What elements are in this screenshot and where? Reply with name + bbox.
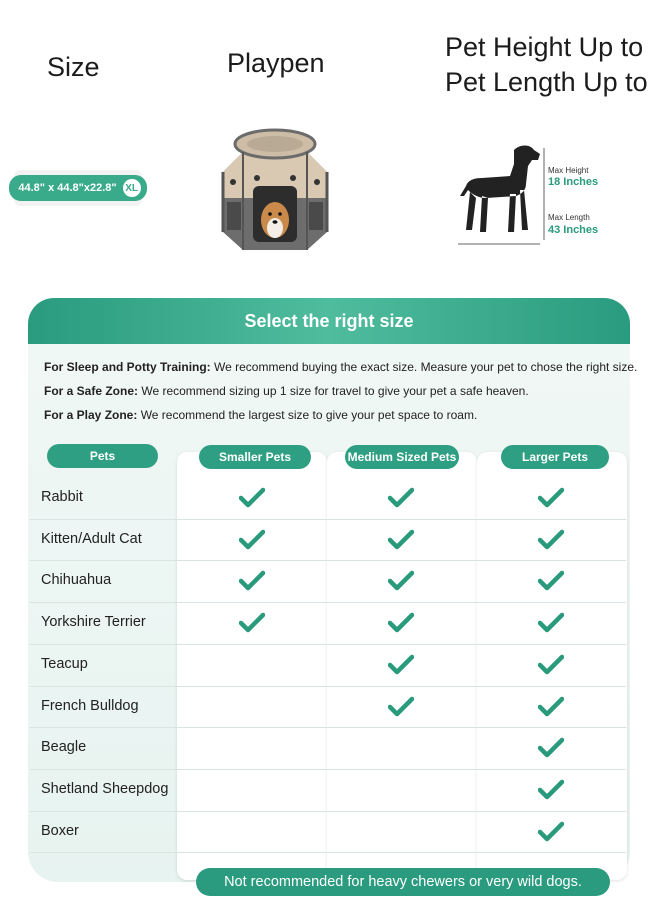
check-icon — [239, 570, 265, 592]
pet-length-heading: Pet Length Up to — [445, 67, 648, 98]
size-badge — [14, 170, 142, 206]
row-divider — [30, 644, 626, 645]
check-icon — [538, 779, 564, 801]
pet-name: Teacup — [41, 655, 88, 672]
row-divider — [30, 769, 626, 770]
pet-dimension-heading — [445, 30, 648, 100]
row-divider — [30, 727, 626, 728]
max-length-value: 43 Inches — [548, 224, 599, 236]
size-heading: Size — [47, 52, 100, 82]
check-icon — [388, 487, 414, 509]
playpen-heading: Playpen — [227, 48, 325, 78]
check-icon — [538, 570, 564, 592]
size-code: XL — [123, 179, 141, 197]
pet-name: Rabbit — [41, 489, 83, 505]
pet-name: Beagle — [41, 739, 87, 756]
max-height-value: 18 Inches — [548, 176, 599, 188]
max-length-label: Max Length — [548, 213, 590, 222]
pet-height-heading: Pet Height Up to — [445, 32, 644, 62]
size-pill — [9, 175, 146, 201]
check-icon — [538, 487, 564, 509]
panel-title: Select the right size — [28, 298, 630, 344]
row-divider — [30, 560, 626, 561]
dog-silhouette-icon — [452, 140, 548, 252]
check-icon — [538, 529, 564, 551]
row-divider — [30, 811, 626, 812]
row-divider — [30, 519, 626, 520]
check-icon — [538, 737, 564, 759]
check-icon — [388, 654, 414, 676]
check-icon — [239, 612, 265, 634]
check-icon — [538, 612, 564, 634]
max-height-label: Max Height — [548, 166, 589, 175]
size-dimensions: 44.8" x 44.8"x22.8" — [18, 182, 117, 194]
smaller-pets-header: Smaller Pets — [199, 445, 311, 469]
check-icon — [239, 529, 265, 551]
pets-column-header: Pets — [47, 444, 158, 468]
check-icon — [538, 654, 564, 676]
check-icon — [388, 529, 414, 551]
row-divider — [30, 852, 626, 853]
column-smaller-bg — [177, 452, 327, 880]
check-icon — [388, 696, 414, 718]
recommendation-sleep: For Sleep and Potty Training: We recommend buying the exact size. Measure your pet to chose the right size. — [44, 360, 638, 374]
larger-pets-header: Larger Pets — [501, 445, 609, 469]
pet-name: Chihuahua — [41, 572, 112, 589]
pet-name: Boxer — [41, 822, 79, 839]
check-icon — [538, 821, 564, 843]
check-icon — [239, 487, 265, 509]
check-icon — [388, 612, 414, 634]
medium-pets-header: Medium Sized Pets — [345, 445, 459, 469]
recommendation-play-zone: For a Play Zone: We recommend the largest size to give your pet space to roam. — [44, 408, 478, 422]
playpen-image — [205, 120, 345, 260]
row-divider — [30, 602, 626, 603]
pet-name: Yorkshire Terrier — [41, 614, 146, 631]
row-divider — [30, 686, 626, 687]
footer-note: Not recommended for heavy chewers or very wild dogs. — [196, 868, 610, 896]
check-icon — [538, 696, 564, 718]
recommendation-safe-zone: For a Safe Zone: We recommend sizing up 1 size for travel to give your pet a safe heaven. — [44, 384, 529, 398]
dog-dimension-graphic — [452, 140, 610, 252]
pet-name: Shetland Sheepdog — [41, 780, 169, 797]
pet-name: French Bulldog — [41, 697, 139, 714]
check-icon — [388, 570, 414, 592]
pet-name: Kitten/Adult Cat — [41, 530, 142, 547]
